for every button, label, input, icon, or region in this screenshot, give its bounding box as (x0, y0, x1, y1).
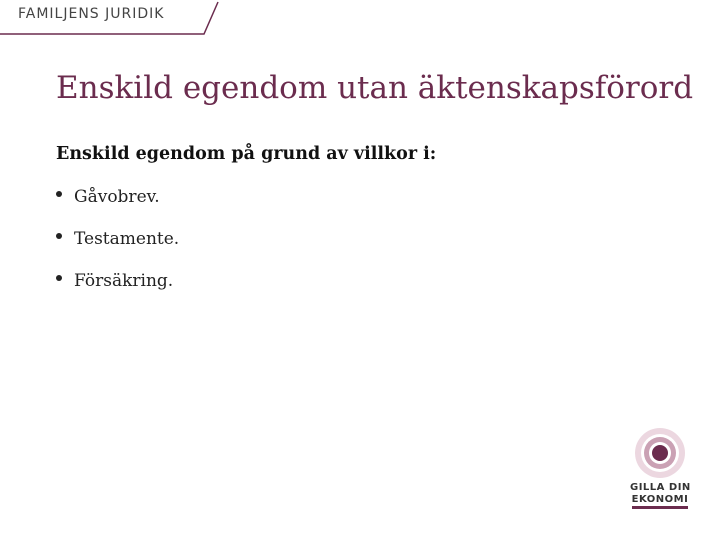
slide-subheading: Enskild egendom på grund av villkor i: (56, 144, 437, 164)
bullet-label: Testamente. (74, 229, 180, 249)
bullet-item (56, 228, 179, 250)
bullet-label: Försäkring. (74, 271, 174, 291)
bullet-icon (56, 275, 62, 281)
gilla-din-ekonomi-logo (630, 426, 690, 510)
bullet-list (56, 186, 179, 312)
bullet-icon (56, 233, 62, 239)
logo-underline (630, 506, 690, 512)
bullet-item (56, 270, 179, 292)
slide-title: Enskild egendom utan äktenskapsförord (56, 70, 694, 106)
logo-text-line2: EKONOMI (631, 494, 689, 505)
logo-text-line1: GILLA DIN (630, 482, 691, 493)
target-circles-icon (630, 426, 690, 482)
bullet-item (56, 186, 179, 208)
bullet-label: Gåvobrev. (74, 187, 160, 207)
header-tag: FAMILJENS JURIDIK (18, 6, 165, 22)
bullet-icon (56, 191, 62, 197)
